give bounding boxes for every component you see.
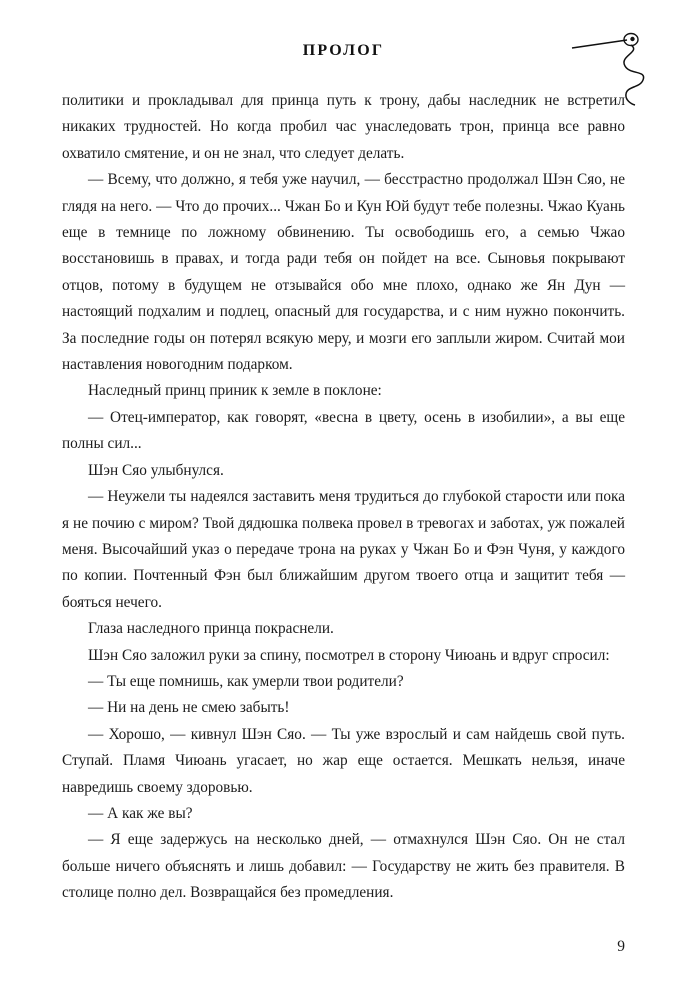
paragraph: Глаза наследного принца покраснели. [88,620,334,638]
paragraph: — Ты еще помнишь, как умерли твои родители? [88,672,404,690]
paragraph: политики и прокладывал для принца путь к трону, дабы наследник не встретил никаких трудностей. Но когда пробил час унаследовать трон, принца все равно охватило смятение, и он не знал, что следует делать. [62,92,625,162]
paragraph: — А как же вы? [88,804,193,822]
page-number: 9 [617,938,625,955]
paragraph: — Хорошо, — кивнул Шэн Сяо. — Ты уже взрослый и сам найдешь свой путь. Ступай. Пламя Чиюань угасает, но жар еще остается. Мешкать нельзя, иначе навредишь своему здоровью. [62,725,625,796]
paragraph: Наследный принц приник к земле в поклоне: [88,382,382,400]
paragraph: — Я еще задержусь на несколько дней, — отмахнулся Шэн Сяо. Он не стал больше ничего объяснять и лишь добавил: — Государству не жить без правителя. В столице полно дел. Возвращайся без промедления. [62,831,625,902]
paragraph: Шэн Сяо улыбнулся. [88,461,224,479]
paragraph: — Ни на день не смею забыть! [88,699,290,717]
paragraph: — Отец-император, как говорят, «весна в цвету, осень в изобилии», а вы еще полны сил... [62,408,625,453]
body-text [62,88,625,907]
paragraph: Шэн Сяо заложил руки за спину, посмотрел в сторону Чиюань и вдруг спросил: [88,646,610,664]
running-head: ПРОЛОГ [302,42,385,59]
paragraph: — Всему, что должно, я тебя уже научил, — бесстрастно продолжал Шэн Сяо, не глядя на него. — Что до прочих... Чжан Бо и Кун Юй будут тебе полезны. Чжао Куань еще в темнице по ложному обвинению. Ты освободишь его, а семью Чжао восстановишь в правах, и тогда ради тебя он пойдет на все. Сыновья покрывают отцов, потому в будущем не отзывайся обо мне плохо, однако же Ян Дун — настоящий подхалим и подлец, опасный для государства, и с ним нужно покончить. За последние годы он потерял всякую меру, и мозги его заплыли жиром. Считай мои наставления новогодним подарком. [62,171,625,374]
paragraph: — Неужели ты надеялся заставить меня трудиться до глубокой старости или пока я не почию с миром? Твой дядюшка полвека провел в тревогах и заботах, уж пожалей меня. Высочайший указ о передаче трона на руках у Чжан Бо и Фэн Чуня, у каждого по копии. Почтенный Фэн был ближайшим другом твоего отца и защитит тебя — бояться нечего. [62,488,625,611]
